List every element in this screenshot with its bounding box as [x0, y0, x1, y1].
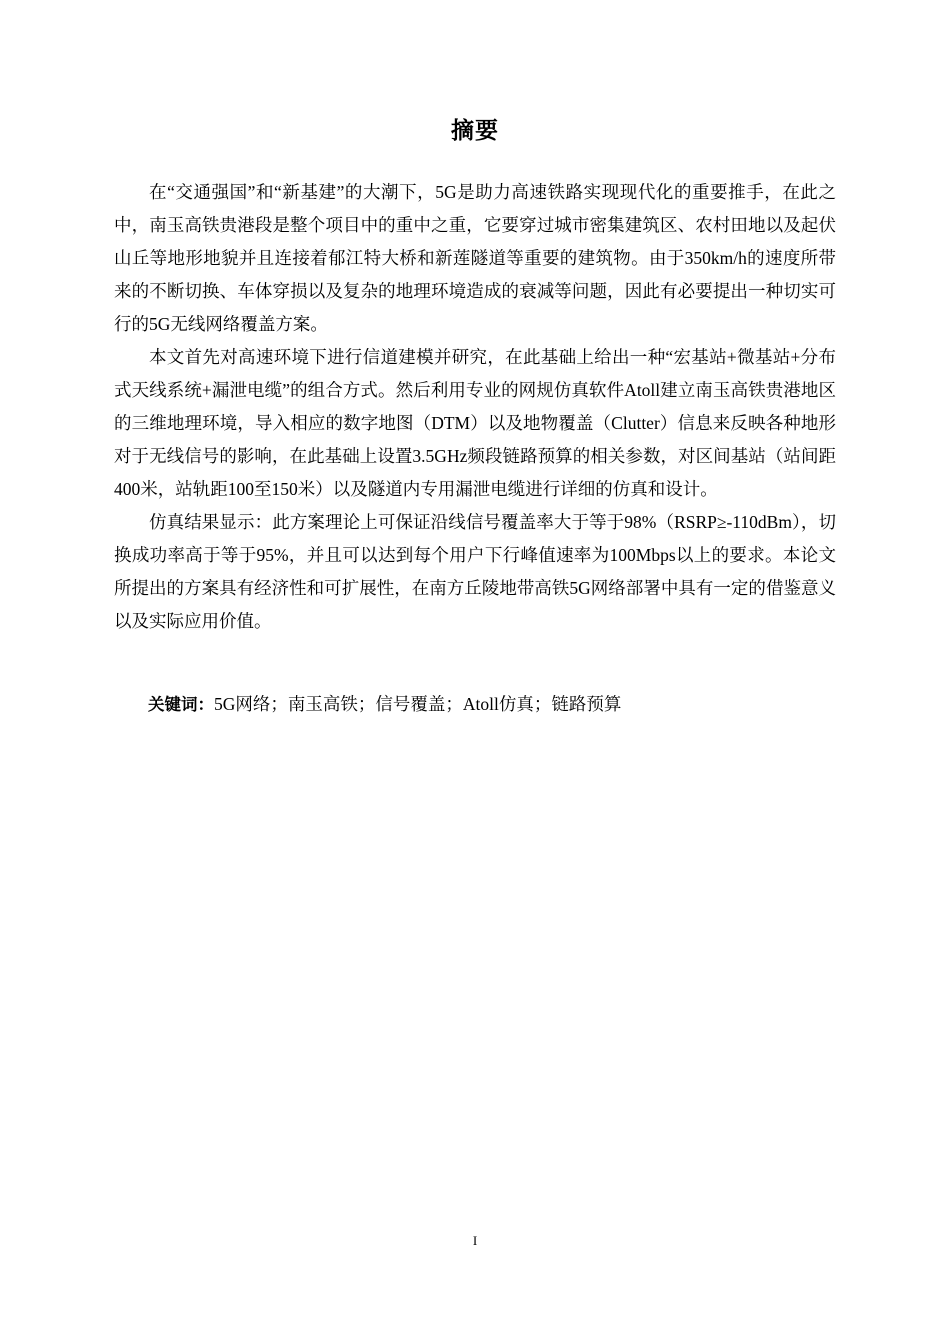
- abstract-paragraph-1: 在“交通强国”和“新基建”的大潮下，5G是助力高速铁路实现现代化的重要推手，在此之中，南玉高铁贵港段是整个项目中的重中之重，它要穿过城市密集建筑区、农村田地以及起伏山丘等地形地貌并且连接着郁江特大桥和新莲隧道等重要的建筑物。由于350km/h的速度所带来的不断切换、车体穿损以及复杂的地理环境造成的衰减等问题，因此有必要提出一种切实可行的5G无线网络覆盖方案。: [114, 182, 836, 334]
- page-number: I: [472, 1233, 478, 1248]
- keywords-list: 5G网络；南玉高铁；信号覆盖；Atoll仿真；链路预算: [214, 694, 622, 714]
- abstract-body: [114, 176, 836, 638]
- keywords-label: 关键词：: [148, 695, 214, 714]
- abstract-paragraph-2: 本文首先对高速环境下进行信道建模并研究，在此基础上给出一种“宏基站+微基站+分布式天线系统+漏泄电缆”的组合方式。然后利用专业的网规仿真软件Atoll建立南玉高铁贵港地区的三维地理环境，导入相应的数字地图（DTM）以及地物覆盖（Clutter）信息来反映各种地形对于无线信号的影响，在此基础上设置3.5GHz频段链路预算的相关参数，对区间基站（站间距400米，站轨距100至150米）以及隧道内专用漏泄电缆进行详细的仿真和设计。: [114, 347, 836, 499]
- keywords-line: [148, 688, 838, 721]
- page-title: 摘要: [451, 118, 499, 144]
- abstract-paragraph-3: 仿真结果显示：此方案理论上可保证沿线信号覆盖率大于等于98%（RSRP≥-110dBm），切换成功率高于等于95%，并且可以达到每个用户下行峰值速率为100Mbps以上的要求。本论文所提出的方案具有经济性和可扩展性，在南方丘陵地带高铁5G网络部署中具有一定的借鉴意义以及实际应用价值。: [114, 512, 836, 631]
